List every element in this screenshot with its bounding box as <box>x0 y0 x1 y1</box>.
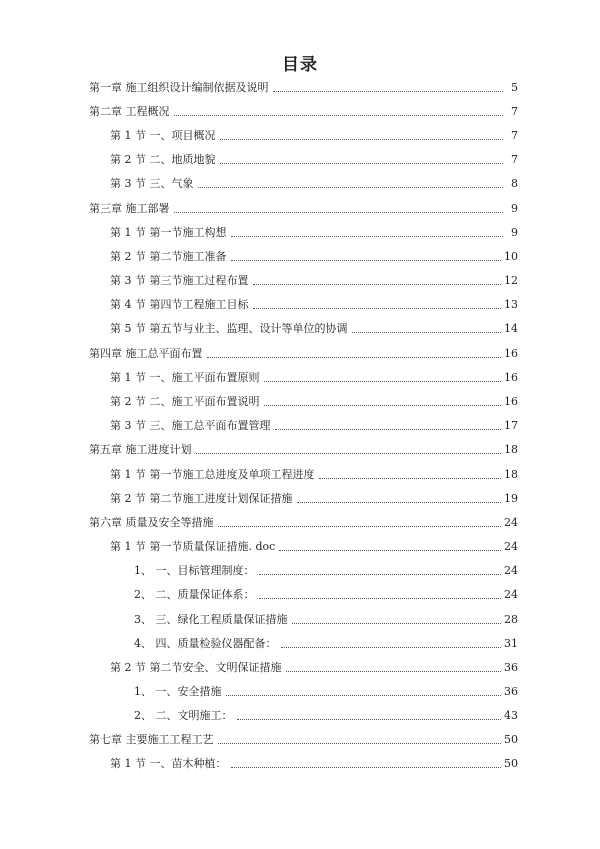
dot-leader <box>297 502 502 503</box>
toc-page-number: 8 <box>511 177 518 190</box>
toc-page-number: 16 <box>504 371 518 384</box>
toc-entry-subsection[interactable] <box>134 587 518 603</box>
dot-leader <box>174 212 504 213</box>
toc-page-number: 36 <box>504 661 518 674</box>
toc-page-number: 24 <box>504 540 518 553</box>
toc-entry-label: 第 3 节 三、施工总平面布置管理 <box>110 419 271 432</box>
toc-page-number: 7 <box>511 129 518 142</box>
toc-entry-label: 第 3 节 第三节施工过程布置 <box>110 274 249 287</box>
dot-leader <box>231 236 504 237</box>
toc-page-number: 16 <box>504 347 518 360</box>
toc-page-number: 18 <box>504 468 518 481</box>
toc-page-number: 5 <box>511 81 518 94</box>
toc-entry-label: 第 2 节 二、地质地貌 <box>110 153 216 166</box>
toc-entry-section[interactable] <box>110 225 518 241</box>
toc-page-number: 31 <box>504 637 518 650</box>
toc-page-number: 10 <box>504 250 518 263</box>
toc-entry-label: 第 1 节 一、苗木种植： <box>110 757 227 770</box>
dot-leader <box>292 623 502 624</box>
dot-leader <box>237 719 502 720</box>
toc-entry-label: 第 2 节 第二节施工进度计划保证措施 <box>110 492 293 505</box>
toc-page-number: 50 <box>504 733 518 746</box>
toc-entry-section[interactable] <box>110 539 518 555</box>
dot-leader <box>286 671 502 672</box>
toc-page-number: 16 <box>504 395 518 408</box>
toc-entry-chapter[interactable] <box>89 80 518 96</box>
dot-leader <box>273 91 504 92</box>
toc-entry-label: 第三章 施工部署 <box>89 202 170 215</box>
toc-entry-section[interactable] <box>110 394 518 410</box>
dot-leader <box>196 453 502 454</box>
dot-leader <box>218 526 502 527</box>
toc-page-number: 13 <box>504 298 518 311</box>
toc-entry-label: 第七章 主要施工工程工艺 <box>89 733 214 746</box>
toc-page-number: 9 <box>511 226 518 239</box>
toc-entry-label: 第 4 节 第四节工程施工目标 <box>110 298 249 311</box>
toc-entry-label: 第 2 节 第二节安全、文明保证措施 <box>110 661 282 674</box>
dot-leader <box>264 405 502 406</box>
toc-entry-section[interactable] <box>110 370 518 386</box>
toc-entry-section[interactable] <box>110 418 518 434</box>
toc-entry-label: 第 5 节 第五节与业主、监理、设计等单位的协调 <box>110 322 348 335</box>
toc-page-number: 7 <box>511 153 518 166</box>
toc-page-number: 50 <box>504 757 518 770</box>
toc-page-number: 7 <box>511 105 518 118</box>
toc-entry-label: 第六章 质量及安全等措施 <box>89 516 214 529</box>
toc-entry-label: 第 1 节 第一节质量保证措施. doc <box>110 540 276 553</box>
toc-page-number: 24 <box>504 516 518 529</box>
toc-entry-label: 第 2 节 第二节施工准备 <box>110 250 227 263</box>
toc-entry-label: 1、 一、目标管理制度： <box>134 564 255 577</box>
dot-leader <box>253 308 502 309</box>
toc-entry-label: 第一章 施工组织设计编制依据及说明 <box>89 81 269 94</box>
dot-leader <box>207 357 502 358</box>
toc-entry-chapter[interactable] <box>89 732 518 748</box>
toc-entry-chapter[interactable] <box>89 442 518 458</box>
toc-page-number: 36 <box>504 685 518 698</box>
toc-title: 目录 <box>282 55 318 75</box>
toc-entry-chapter[interactable] <box>89 515 518 531</box>
toc-page-number: 18 <box>504 443 518 456</box>
toc-entry-section[interactable] <box>110 128 518 144</box>
dot-leader <box>220 139 504 140</box>
toc-entry-section[interactable] <box>110 152 518 168</box>
toc-page-number: 14 <box>504 322 518 335</box>
toc-entry-section[interactable] <box>110 249 518 265</box>
dot-leader <box>352 332 502 333</box>
toc-page-number: 19 <box>504 492 518 505</box>
toc-entry-subsection[interactable] <box>134 684 518 700</box>
toc-entry-chapter[interactable] <box>89 104 518 120</box>
toc-entry-chapter[interactable] <box>89 346 518 362</box>
toc-page-number: 28 <box>504 613 518 626</box>
toc-entry-section[interactable] <box>110 660 518 676</box>
toc-entry-label: 第 1 节 一、项目概况 <box>110 129 216 142</box>
toc-entry-label: 1、 一、安全措施 <box>134 685 222 698</box>
toc-entry-section[interactable] <box>110 176 518 192</box>
toc-entry-section[interactable] <box>110 756 518 772</box>
toc-entry-section[interactable] <box>110 467 518 483</box>
toc-entry-section[interactable] <box>110 273 518 289</box>
toc-entry-label: 第 3 节 三、气象 <box>110 177 194 190</box>
toc-entry-subsection[interactable] <box>134 563 518 579</box>
toc-page-number: 12 <box>504 274 518 287</box>
toc-entry-label: 3、 三、绿化工程质量保证措施 <box>134 613 288 626</box>
toc-entry-subsection[interactable] <box>134 708 518 724</box>
toc-entry-section[interactable] <box>110 491 518 507</box>
dot-leader <box>253 284 502 285</box>
dot-leader <box>231 767 502 768</box>
toc-page-number: 43 <box>504 709 518 722</box>
dot-leader <box>319 478 502 479</box>
dot-leader <box>198 187 504 188</box>
toc-page-number: 9 <box>511 202 518 215</box>
toc-entry-label: 第二章 工程概况 <box>89 105 170 118</box>
toc-entry-section[interactable] <box>110 297 518 313</box>
toc-entry-chapter[interactable] <box>89 201 518 217</box>
dot-leader <box>259 598 502 599</box>
dot-leader <box>279 550 501 551</box>
toc-page-number: 17 <box>504 419 518 432</box>
toc-entry-label: 2、 二、文明施工： <box>134 709 233 722</box>
toc-entry-subsection[interactable] <box>134 612 518 628</box>
toc-entry-subsection[interactable] <box>134 636 518 652</box>
dot-leader <box>259 574 502 575</box>
dot-leader <box>275 429 502 430</box>
toc-page-number: 24 <box>504 564 518 577</box>
dot-leader <box>281 647 502 648</box>
toc-entry-label: 4、 四、质量检验仪器配备： <box>134 637 277 650</box>
toc-page-number: 24 <box>504 588 518 601</box>
toc-entry-label: 第 1 节 第一节施工构想 <box>110 226 227 239</box>
toc-entry-label: 2、 二、质量保证体系： <box>134 588 255 601</box>
dot-leader <box>226 695 502 696</box>
dot-leader <box>174 115 504 116</box>
toc-entry-label: 第 1 节 一、施工平面布置原则 <box>110 371 260 384</box>
toc-entry-label: 第 1 节 第一节施工总进度及单项工程进度 <box>110 468 315 481</box>
dot-leader <box>218 743 502 744</box>
dot-leader <box>264 381 502 382</box>
toc-entry-label: 第四章 施工总平面布置 <box>89 347 203 360</box>
toc-entry-label: 第 2 节 二、施工平面布置说明 <box>110 395 260 408</box>
toc-entry-label: 第五章 施工进度计划 <box>89 443 192 456</box>
toc-entry-section[interactable] <box>110 321 518 337</box>
dot-leader <box>231 260 502 261</box>
dot-leader <box>220 163 504 164</box>
